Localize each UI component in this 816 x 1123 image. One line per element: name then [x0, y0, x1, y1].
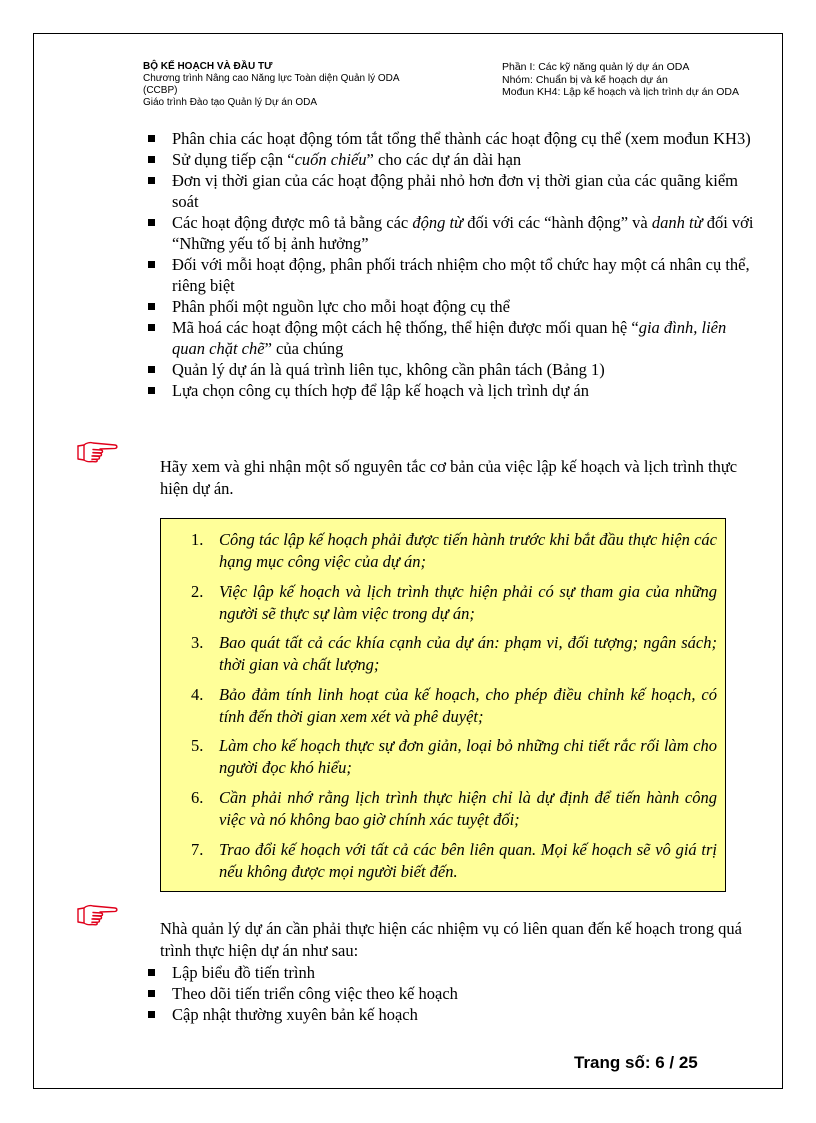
emphasis-text: danh từ	[651, 213, 703, 232]
principle-text: Bảo đảm tính linh hoạt của kế hoạch, cho phép điều chỉnh kế hoạch, có tính đến thời gian xem xét và phê duyệt;	[219, 684, 717, 726]
principle-item	[191, 839, 717, 883]
list-item-text: Đối với mỗi hoạt động, phân phối trách nhiệm cho một tổ chức hay một cá nhân cụ thể, riêng biệt	[172, 255, 750, 295]
list-item-text: Mã hoá các hoạt động một cách hệ thống, thể hiện được mối quan hệ “	[172, 318, 639, 337]
task-item	[145, 983, 755, 1004]
list-item-text: Đơn vị thời gian của các hoạt động phải nhỏ hơn đơn vị thời gian của các quãng kiểm soát	[172, 171, 738, 211]
header-org: BỘ KẾ HOẠCH VÀ ĐẦU TƯ	[143, 61, 273, 72]
pointing-hand-icon	[76, 440, 120, 464]
pointing-hand-icon	[76, 903, 120, 927]
list-item	[145, 296, 755, 317]
list-item-text: Phân chia các hoạt động tóm tắt tổng thể thành các hoạt động cụ thể (xem mođun KH3)	[172, 129, 751, 148]
list-item	[145, 128, 755, 149]
principle-number: 4.	[191, 684, 204, 704]
list-item	[145, 317, 755, 359]
bullet-marker	[148, 969, 155, 976]
principles-box	[160, 518, 726, 892]
principle-number: 6.	[191, 787, 204, 807]
header-program-code: (CCBP)	[143, 85, 178, 96]
page-number: Trang số: 6 / 25	[574, 1053, 698, 1072]
list-item	[145, 149, 755, 170]
principle-number: 3.	[191, 633, 204, 653]
emphasis-text: gia đình, liên quan chặt chẽ	[172, 318, 727, 358]
header-right	[502, 61, 742, 99]
list-item-text: Sử dụng tiếp cận “	[172, 150, 295, 169]
principle-item	[191, 735, 717, 779]
principle-text: Việc lập kế hoạch và lịch trình thực hiện phải có sự tham gia của những người sẽ thực sự làm việc trong dự án;	[219, 581, 717, 623]
principle-item	[191, 529, 717, 573]
list-item	[145, 380, 755, 401]
bullet-marker	[148, 303, 155, 310]
principle-number: 7.	[191, 839, 204, 859]
principle-number: 5.	[191, 736, 204, 756]
principle-item	[191, 684, 717, 728]
bullet-marker	[148, 387, 155, 394]
emphasis-text: cuốn chiếu	[294, 150, 367, 169]
header-part: Phần I: Các kỹ năng quản lý dự án ODA	[502, 61, 690, 73]
header-program: Chương trình Nâng cao Năng lực Toàn diện Quản lý ODA	[143, 73, 400, 84]
principle-item	[191, 787, 717, 831]
list-item-text: đối với các “hành động” và	[463, 213, 652, 232]
principle-text: Cần phải nhớ rằng lịch trình thực hiện chỉ là dự định để tiến hành công việc và nó không bao giờ chính xác tuyệt đối;	[219, 787, 717, 829]
bullet-marker	[148, 366, 155, 373]
bullet-marker	[148, 324, 155, 331]
list-item-text: Các hoạt động được mô tả bằng các	[172, 213, 413, 232]
list-item-text: Lựa chọn công cụ thích hợp để lập kế hoạch và lịch trình dự án	[172, 381, 589, 400]
bullet-marker	[148, 219, 155, 226]
guideline-list	[145, 128, 755, 401]
task-item-text: Cập nhật thường xuyên bản kế hoạch	[172, 1005, 418, 1024]
principle-number: 2.	[191, 581, 204, 601]
principles-list	[191, 529, 717, 890]
emphasis-text: động từ	[412, 213, 464, 232]
principle-text: Công tác lập kế hoạch phải được tiến hành trước khi bắt đầu thực hiện các hạng mục công việc của dự án;	[219, 530, 717, 571]
task-item	[145, 962, 755, 983]
principle-text: Bao quát tất cả các khía cạnh của dự án: phạm vi, đối tượng; ngân sách; thời gian và chất lượng;	[219, 633, 717, 675]
list-item	[145, 212, 755, 254]
task-item-text: Lập biểu đồ tiến trình	[172, 963, 315, 982]
principles-intro: Hãy xem và ghi nhận một số nguyên tắc cơ bản của việc lập kế hoạch và lịch trình thực hiện dự án.	[160, 457, 738, 498]
bullet-marker	[148, 177, 155, 184]
bullet-marker	[148, 261, 155, 268]
tasks-list	[145, 962, 755, 1025]
list-item	[145, 170, 755, 212]
list-item	[145, 359, 755, 380]
list-item-text: Phân phối một nguồn lực cho mỗi hoạt động cụ thể	[172, 297, 510, 316]
header-module: Mođun KH4: Lập kế hoạch và lịch trình dự án ODA	[502, 86, 739, 98]
task-item-text: Theo dõi tiến triển công việc theo kế hoạch	[172, 984, 458, 1003]
bullet-marker	[148, 1011, 155, 1018]
bullet-marker	[148, 135, 155, 142]
list-item	[145, 254, 755, 296]
principle-text: Trao đổi kế hoạch với tất cả các bên liên quan. Mọi kế hoạch sẽ vô giá trị nếu không được mọi người biết đến.	[219, 839, 717, 881]
list-item-text: Quản lý dự án là quá trình liên tục, không cần phân tách (Bảng 1)	[172, 360, 605, 379]
list-item-text: ” cho các dự án dài hạn	[366, 150, 522, 169]
list-item-text: ” của chúng	[264, 339, 344, 358]
header-left	[143, 61, 443, 109]
principle-item	[191, 632, 717, 676]
tasks-intro: Nhà quản lý dự án cần phải thực hiện các nhiệm vụ có liên quan đến kế hoạch trong quá trình thực hiện dự án như sau:	[160, 919, 742, 960]
list-item-text: đối với “Những yếu tố bị ảnh hưởng”	[172, 213, 754, 253]
header-group: Nhóm: Chuẩn bị và kế hoạch dự án	[502, 73, 668, 86]
principle-item	[191, 581, 717, 625]
principle-number: 1.	[191, 530, 204, 549]
task-item	[145, 1004, 755, 1025]
bullet-marker	[148, 990, 155, 997]
bullet-marker	[148, 156, 155, 163]
header-course: Giáo trình Đào tạo Quản lý Dự án ODA	[143, 97, 317, 108]
principle-text: Làm cho kế hoạch thực sự đơn giản, loại bỏ những chi tiết rắc rối làm cho người đọc khó hiểu;	[219, 736, 717, 778]
